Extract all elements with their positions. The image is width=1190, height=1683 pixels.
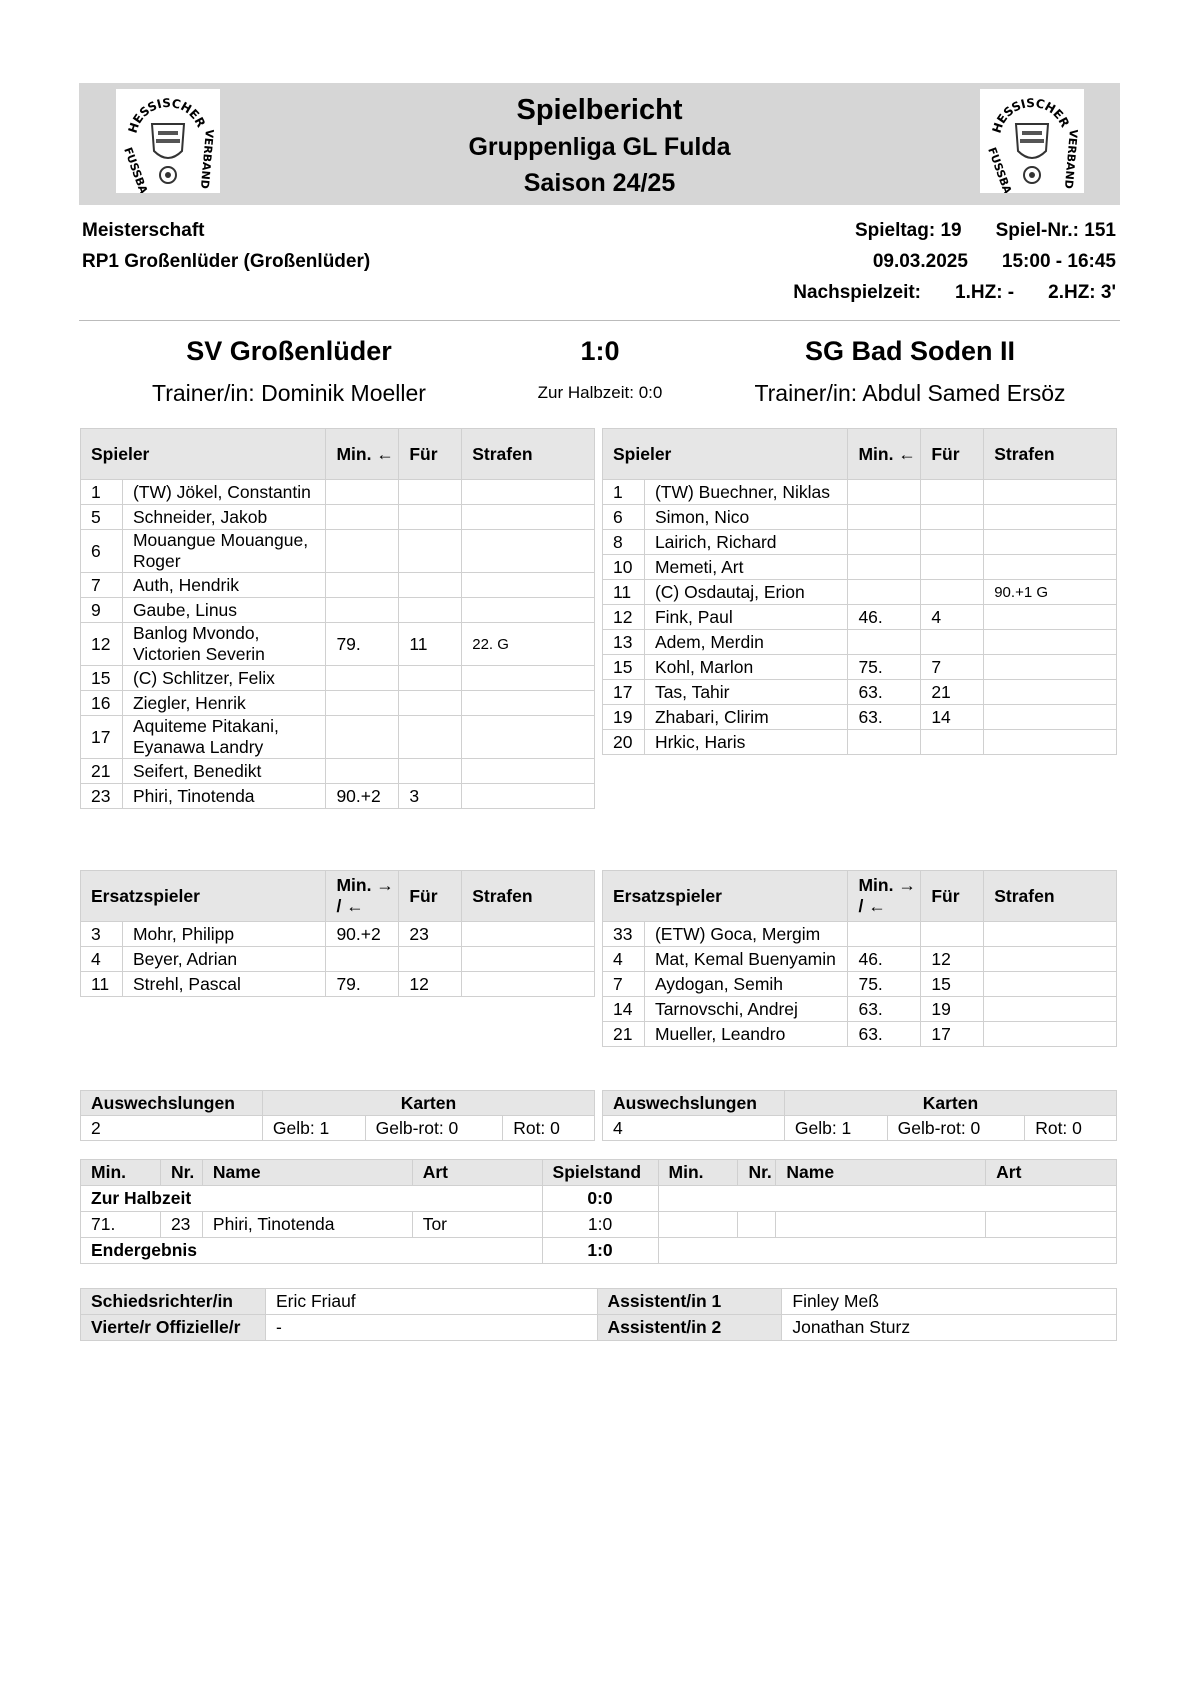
halftime-score: Zur Halbzeit: 0:0: [537, 383, 663, 402]
player-minute: 75.: [848, 972, 921, 997]
player-minute: 63.: [848, 1022, 921, 1047]
goal-nr: 23: [160, 1212, 202, 1238]
player-row: [603, 630, 1117, 655]
col-goal-type-away: Art: [986, 1160, 1117, 1186]
player-name: (C) Schlitzer, Felix: [122, 666, 326, 691]
final-score-cell: 1:0: [542, 1238, 658, 1264]
player-minute: [326, 573, 399, 598]
player-name: Banlog Mvondo, Victorien Severin: [122, 623, 326, 666]
player-penalty: [462, 972, 595, 997]
player-row: [603, 680, 1117, 705]
player-for: [921, 730, 984, 755]
player-name: Lairich, Richard: [644, 530, 848, 555]
player-for: 3: [399, 784, 462, 809]
player-number: 8: [603, 530, 645, 555]
player-name: Auth, Hendrik: [122, 573, 326, 598]
player-for: 19: [921, 997, 984, 1022]
player-number: 15: [603, 655, 645, 680]
report-header: [79, 83, 1120, 205]
player-name: Mat, Kemal Buenyamin: [644, 947, 848, 972]
svg-text:FUSSBALL: FUSSBALL: [121, 145, 155, 193]
player-minute: [326, 947, 399, 972]
player-number: 10: [603, 555, 645, 580]
player-name: Mouangue Mouangue, Roger: [122, 530, 326, 573]
subs-label: Auswechslungen: [81, 1091, 263, 1116]
player-penalty: [984, 480, 1117, 505]
player-for: [921, 630, 984, 655]
player-name: Gaube, Linus: [122, 598, 326, 623]
goal-type: Tor: [412, 1212, 542, 1238]
player-minute: [326, 505, 399, 530]
player-name: Simon, Nico: [644, 505, 848, 530]
stoppage-label: Nachspielzeit:: [793, 282, 922, 303]
player-penalty: [984, 505, 1117, 530]
assistant2-name: Jonathan Sturz: [782, 1315, 1117, 1341]
player-row: [81, 947, 595, 972]
player-for: [399, 480, 462, 505]
player-row: [603, 605, 1117, 630]
player-penalty: [984, 630, 1117, 655]
player-row: [81, 666, 595, 691]
player-for: 17: [921, 1022, 984, 1047]
player-minute: [848, 630, 921, 655]
fourth-official-label: Vierte/r Offizielle/r: [81, 1315, 266, 1341]
player-penalty: [462, 573, 595, 598]
player-number: 1: [81, 480, 123, 505]
player-minute: [848, 730, 921, 755]
player-for: [921, 530, 984, 555]
player-for: [399, 947, 462, 972]
home-yellow: Gelb: 1: [262, 1116, 365, 1141]
player-number: 7: [81, 573, 123, 598]
match-meta-left: [82, 215, 370, 277]
home-summary-table: [80, 1090, 595, 1141]
col-score: Spielstand: [542, 1160, 658, 1186]
player-number: 1: [603, 480, 645, 505]
player-name: Mohr, Philipp: [122, 922, 325, 947]
player-penalty: 22. G: [462, 623, 595, 666]
col-goal-type: Art: [412, 1160, 542, 1186]
col-penalties: Strafen: [462, 871, 595, 922]
player-row: [81, 784, 595, 809]
player-name: Tarnovschi, Andrej: [644, 997, 848, 1022]
player-for: [399, 530, 462, 573]
player-penalty: [984, 655, 1117, 680]
subs-label: Auswechslungen: [603, 1091, 785, 1116]
home-subs-table: [80, 870, 595, 997]
player-number: 15: [81, 666, 123, 691]
player-for: [921, 555, 984, 580]
home-red: Rot: 0: [503, 1116, 595, 1141]
svg-text:VERBAND: VERBAND: [1061, 128, 1080, 190]
halftime-score-cell: 0:0: [542, 1186, 658, 1212]
away-trainer: Trainer/in: Abdul Samed Ersöz: [754, 380, 1066, 406]
player-penalty: [462, 691, 595, 716]
player-name: (C) Osdautaj, Erion: [644, 580, 848, 605]
goal-scorer: Phiri, Tinotenda: [202, 1212, 412, 1238]
col-goal-min-away: Min.: [658, 1160, 738, 1186]
player-penalty: 90.+1 G: [984, 580, 1117, 605]
player-minute: [848, 530, 921, 555]
away-red: Rot: 0: [1025, 1116, 1117, 1141]
player-for: [399, 598, 462, 623]
fourth-official-name: -: [265, 1315, 597, 1341]
col-penalties: Strafen: [462, 429, 595, 480]
player-for: [921, 580, 984, 605]
player-number: 21: [81, 759, 123, 784]
player-row: [81, 623, 595, 666]
player-number: 7: [603, 972, 645, 997]
player-name: Phiri, Tinotenda: [122, 784, 326, 809]
player-number: 19: [603, 705, 645, 730]
halftime-label: Zur Halbzeit: [81, 1186, 543, 1212]
col-for: Für: [399, 871, 462, 922]
match-meta-right: [793, 215, 1116, 308]
matchday: Spieltag: 19: [854, 220, 962, 241]
player-minute: 79.: [326, 623, 399, 666]
player-penalty: [984, 705, 1117, 730]
player-row: [81, 716, 595, 759]
player-name: (TW) Jökel, Constantin: [122, 480, 326, 505]
player-minute: [326, 716, 399, 759]
player-for: [399, 573, 462, 598]
player-name: Tas, Tahir: [644, 680, 848, 705]
player-penalty: [984, 680, 1117, 705]
svg-text:VERBAND: VERBAND: [197, 128, 216, 190]
player-name: Aquiteme Pitakani, Eyanawa Landry: [122, 716, 326, 759]
away-yellow: Gelb: 1: [784, 1116, 887, 1141]
player-minute: [326, 691, 399, 716]
player-penalty: [462, 784, 595, 809]
player-for: [921, 505, 984, 530]
player-penalty: [984, 730, 1117, 755]
svg-text:FUSSBALL: FUSSBALL: [985, 145, 1019, 193]
player-number: 21: [603, 1022, 645, 1047]
player-name: (TW) Buechner, Niklas: [644, 480, 848, 505]
away-subs-count: 4: [603, 1116, 785, 1141]
player-number: 5: [81, 505, 123, 530]
player-number: 16: [81, 691, 123, 716]
player-penalty: [984, 922, 1117, 947]
col-for: Für: [399, 429, 462, 480]
assistant2-label: Assistent/in 2: [597, 1315, 782, 1341]
home-lineup-table: [80, 428, 595, 809]
player-number: 17: [81, 716, 123, 759]
player-number: 4: [81, 947, 123, 972]
player-name: Aydogan, Semih: [644, 972, 848, 997]
player-number: 9: [81, 598, 123, 623]
col-min-sub: Min. → / ←: [326, 871, 399, 922]
player-minute: [848, 480, 921, 505]
match-date: 09.03.2025: [872, 251, 968, 272]
player-penalty: [984, 1022, 1117, 1047]
divider: [79, 320, 1120, 321]
home-trainer: Trainer/in: Dominik Moeller: [152, 380, 426, 406]
player-row: [603, 705, 1117, 730]
svg-text:HESSISCHER: HESSISCHER: [989, 95, 1073, 135]
col-goal-nr-away: Nr.: [738, 1160, 776, 1186]
col-sub: Ersatzspieler: [603, 871, 848, 922]
stoppage-second-half: 2.HZ: 3': [1048, 282, 1116, 303]
player-number: 6: [81, 530, 123, 573]
player-minute: [848, 922, 921, 947]
referee-label: Schiedsrichter/in: [81, 1289, 266, 1315]
player-penalty: [462, 759, 595, 784]
col-penalties: Strafen: [984, 429, 1117, 480]
svg-text:HESSISCHER: HESSISCHER: [125, 95, 209, 135]
player-minute: 79.: [326, 972, 399, 997]
player-minute: 90.+2: [326, 922, 399, 947]
away-lineup-table: [602, 428, 1117, 755]
player-penalty: [462, 716, 595, 759]
player-number: 11: [81, 972, 123, 997]
player-row: [81, 972, 595, 997]
player-number: 4: [603, 947, 645, 972]
player-name: Hrkic, Haris: [644, 730, 848, 755]
player-row: [81, 922, 595, 947]
stoppage-first-half: 1.HZ: -: [955, 282, 1015, 303]
col-player: Spieler: [603, 429, 848, 480]
player-number: 23: [81, 784, 123, 809]
col-goal-nr: Nr.: [160, 1160, 202, 1186]
officials-table: [80, 1288, 1117, 1341]
player-for: [921, 922, 984, 947]
player-penalty: [462, 530, 595, 573]
player-penalty: [984, 997, 1117, 1022]
report-title: Spielbericht: [516, 94, 683, 126]
player-name: Kohl, Marlon: [644, 655, 848, 680]
final-label: Endergebnis: [81, 1238, 543, 1264]
player-row: [603, 922, 1117, 947]
player-for: [399, 716, 462, 759]
player-name: Schneider, Jakob: [122, 505, 326, 530]
away-yellow-red: Gelb-rot: 0: [887, 1116, 1025, 1141]
col-goal-min: Min.: [81, 1160, 161, 1186]
player-for: 14: [921, 705, 984, 730]
player-penalty: [462, 480, 595, 505]
player-number: 3: [81, 922, 123, 947]
player-row: [603, 997, 1117, 1022]
player-minute: 63.: [848, 680, 921, 705]
player-for: 15: [921, 972, 984, 997]
player-minute: [326, 598, 399, 623]
league-name: Gruppenliga GL Fulda: [468, 133, 731, 161]
player-for: 4: [921, 605, 984, 630]
player-minute: [848, 505, 921, 530]
player-name: Adem, Merdin: [644, 630, 848, 655]
player-row: [603, 1022, 1117, 1047]
player-penalty: [984, 605, 1117, 630]
player-number: 14: [603, 997, 645, 1022]
player-number: 17: [603, 680, 645, 705]
col-sub: Ersatzspieler: [81, 871, 326, 922]
player-for: [399, 759, 462, 784]
home-subs-count: 2: [81, 1116, 263, 1141]
player-number: 12: [81, 623, 123, 666]
player-for: 7: [921, 655, 984, 680]
player-penalty: [462, 505, 595, 530]
player-number: 13: [603, 630, 645, 655]
col-goal-name: Name: [202, 1160, 412, 1186]
match-time: 15:00 - 16:45: [1001, 251, 1116, 272]
player-for: 23: [399, 922, 462, 947]
col-for: Für: [921, 871, 984, 922]
player-minute: 75.: [848, 655, 921, 680]
goals-table: [80, 1159, 1117, 1264]
player-name: Zhabari, Clirim: [644, 705, 848, 730]
home-team-name: SV Großenlüder: [186, 336, 392, 366]
player-row: [603, 730, 1117, 755]
player-number: 12: [603, 605, 645, 630]
competition-type: Meisterschaft: [82, 220, 205, 241]
player-name: Ziegler, Henrik: [122, 691, 326, 716]
player-name: Beyer, Adrian: [122, 947, 325, 972]
player-row: [603, 530, 1117, 555]
player-penalty: [984, 947, 1117, 972]
player-row: [81, 480, 595, 505]
player-row: [81, 530, 595, 573]
season: Saison 24/25: [523, 169, 676, 197]
player-minute: [326, 480, 399, 505]
referee-name: Eric Friauf: [265, 1289, 597, 1315]
player-for: [921, 480, 984, 505]
player-row: [81, 505, 595, 530]
cards-label: Karten: [262, 1091, 594, 1116]
player-name: (ETW) Goca, Mergim: [644, 922, 848, 947]
player-for: 12: [921, 947, 984, 972]
player-minute: 46.: [848, 605, 921, 630]
col-min-sub: Min. → / ←: [848, 871, 921, 922]
player-row: [603, 480, 1117, 505]
hfv-logo-right: [980, 89, 1084, 193]
player-minute: [326, 666, 399, 691]
match-number: Spiel-Nr.: 151: [995, 220, 1116, 241]
player-row: [81, 691, 595, 716]
player-row: [603, 655, 1117, 680]
player-name: Fink, Paul: [644, 605, 848, 630]
away-subs-table: [602, 870, 1117, 1047]
player-for: [399, 691, 462, 716]
player-penalty: [462, 947, 595, 972]
player-row: [81, 598, 595, 623]
col-min-out: Min. ←: [848, 429, 921, 480]
col-goal-name-away: Name: [776, 1160, 986, 1186]
player-row: [603, 505, 1117, 530]
player-minute: [326, 530, 399, 573]
col-min-out: Min. ←: [326, 429, 399, 480]
player-penalty: [984, 530, 1117, 555]
player-name: Mueller, Leandro: [644, 1022, 848, 1047]
player-for: [399, 666, 462, 691]
player-minute: 46.: [848, 947, 921, 972]
player-penalty: [462, 666, 595, 691]
col-penalties: Strafen: [984, 871, 1117, 922]
home-yellow-red: Gelb-rot: 0: [365, 1116, 503, 1141]
player-number: 6: [603, 505, 645, 530]
player-for: 12: [399, 972, 462, 997]
player-penalty: [462, 598, 595, 623]
player-row: [603, 947, 1117, 972]
final-score: 1:0: [580, 336, 620, 366]
player-minute: [326, 759, 399, 784]
player-number: 33: [603, 922, 645, 947]
player-for: 11: [399, 623, 462, 666]
goal-row: [81, 1212, 1117, 1238]
col-for: Für: [921, 429, 984, 480]
cards-label: Karten: [784, 1091, 1116, 1116]
player-row: [603, 972, 1117, 997]
player-minute: 90.+2: [326, 784, 399, 809]
player-number: 20: [603, 730, 645, 755]
player-row: [603, 580, 1117, 605]
player-minute: 63.: [848, 997, 921, 1022]
player-for: 21: [921, 680, 984, 705]
col-player: Spieler: [81, 429, 326, 480]
goal-score: 1:0: [542, 1212, 658, 1238]
away-team-name: SG Bad Soden II: [804, 336, 1016, 366]
player-name: Strehl, Pascal: [122, 972, 325, 997]
player-for: [399, 505, 462, 530]
assistant1-name: Finley Meß: [782, 1289, 1117, 1315]
player-name: Seifert, Benedikt: [122, 759, 326, 784]
player-penalty: [462, 922, 595, 947]
player-minute: [848, 580, 921, 605]
player-penalty: [984, 972, 1117, 997]
player-row: [81, 573, 595, 598]
away-summary-table: [602, 1090, 1117, 1141]
player-name: Memeti, Art: [644, 555, 848, 580]
player-penalty: [984, 555, 1117, 580]
player-row: [81, 759, 595, 784]
venue: RP1 Großenlüder (Großenlüder): [82, 251, 371, 272]
assistant1-label: Assistent/in 1: [597, 1289, 782, 1315]
player-row: [603, 555, 1117, 580]
player-minute: 63.: [848, 705, 921, 730]
player-minute: [848, 555, 921, 580]
goal-minute: 71.: [81, 1212, 161, 1238]
player-number: 11: [603, 580, 645, 605]
